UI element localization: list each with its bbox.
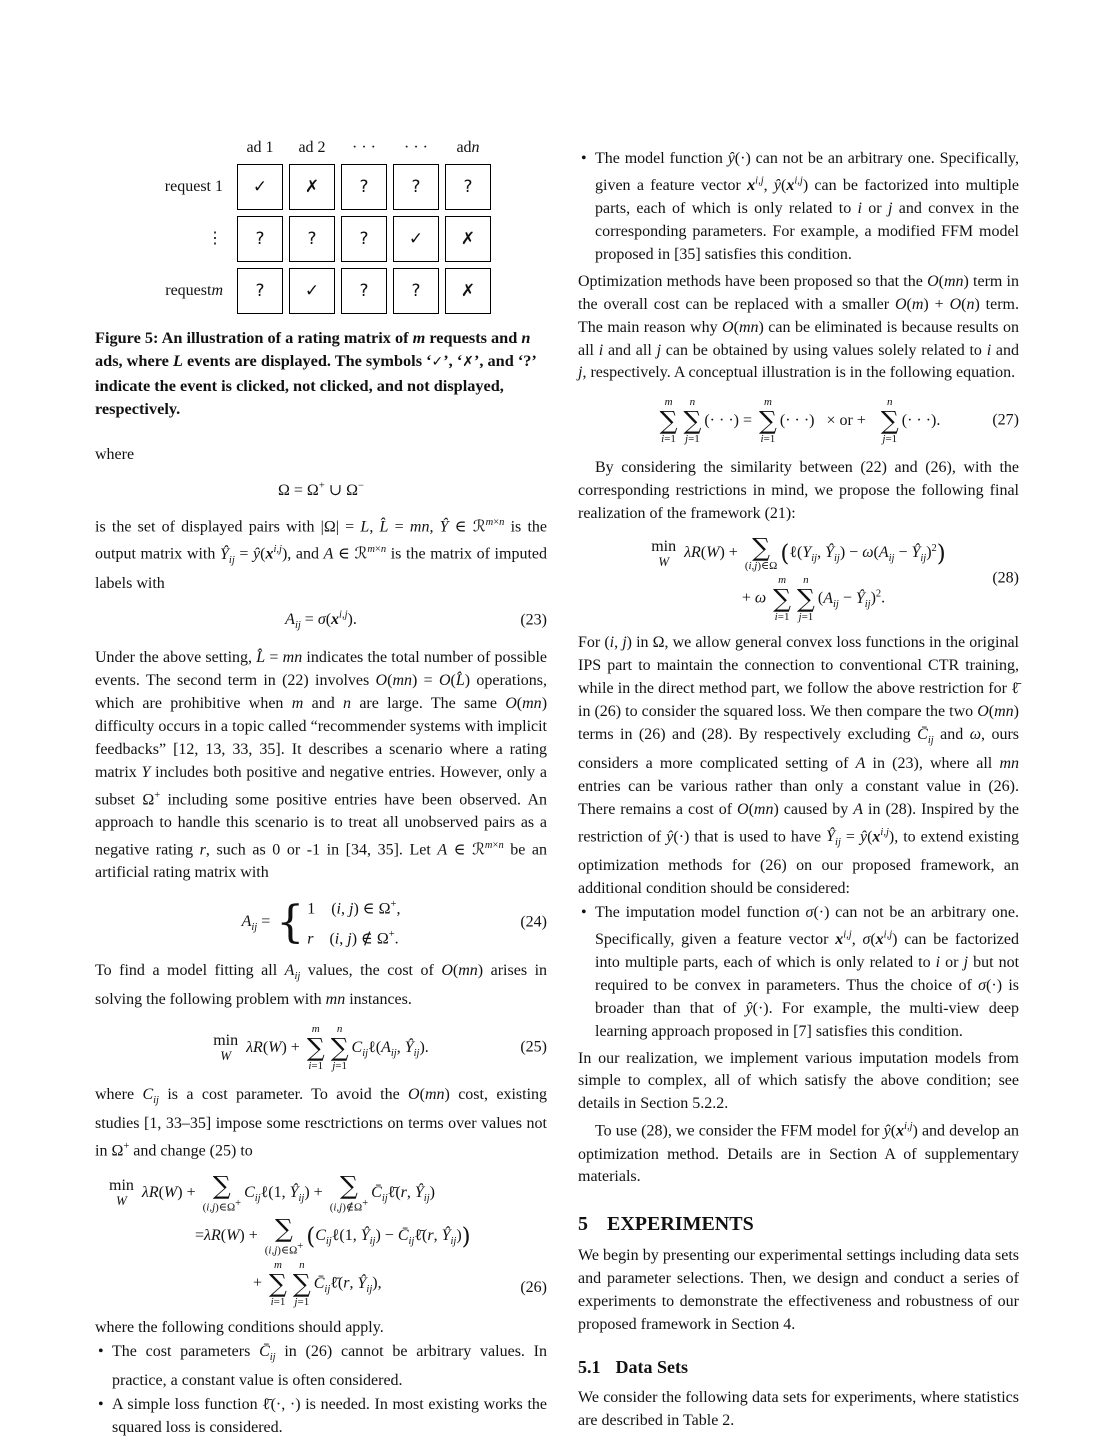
matrix-col-header: · · ·: [404, 139, 428, 157]
subsection-title: Data Sets: [615, 1356, 688, 1377]
paragraph-for-ij: For (i, j) in Ω, we allow general convex loss functions in the original IPS part to maintain the connection to conventional CTR training, while in the direct method part, we follow the above restriction for ℓ̄ in (26) to consider the squared loss. We then compare the two O(mn) terms in (26) and (28). By respectively excluding $C̄_{ij}$ and ω, ours considers a more complicated setting of A in (23), where all mn entries can be various rather than only a constant value in (26). There remains a cost of O(mn) caused by A in (28). Inspired by the restriction of ŷ(·) that is used to have $Ŷ_{ij}$ = $ŷ(x^{i,j})$, to extend existing optimization methods for (26) on our proposed framework, an additional condition should be considered:: [578, 634, 1020, 897]
matrix-cell: ?: [341, 164, 387, 210]
section-number: 5: [578, 1213, 588, 1236]
bullet-marker: •: [581, 903, 587, 921]
paragraph-realization: In our realization, we implement various imputation models from simple to complex, all of which satisfy the above condition; see details in Section 5.2.2.: [578, 1049, 1019, 1113]
matrix-row-label: ⋮: [207, 229, 223, 247]
equation-23: $A_{ij} = \sigma(x^{i,j})$. (23): [285, 609, 547, 632]
matrix-row-label: request m: [165, 281, 223, 299]
matrix-corner: [95, 140, 231, 160]
matrix-cell: ?: [393, 268, 439, 314]
matrix-cell: ?: [289, 216, 335, 262]
paragraph-by-considering: By considering the similarity between (22) and (26), with the corresponding restrictions in mind, we propose the following final realization of the framework (21):: [578, 459, 1019, 523]
paragraph-under-setting: Under the above setting, L̂ = mn indicates the total number of possible events. The second term in (22) involves O(mn) = O(L̂) operations, which are prohibitive when m and n are large. The same O(mn) difficulty occurs in a topic called “recommender systems with implicit feedbacks” [12, 13, 33, 35]. It describes a scenario where a rating matrix Y includes both positive and negative entries. However, only a subset Ω+ including some positive entries have been observed. An approach to handle this scenario is to treat all unobserved pairs as a negative rating r, such as 0 or -1 in [34, 35]. Let A ∈ ℛ$^{m\times n}$ be an artificial rating matrix with: [95, 649, 548, 881]
matrix-cell: ✓: [237, 164, 283, 210]
equation-25: min W λR(W) + m ∑ i=1 n ∑ j=1 $C_{ij}\ell(A_{ij}$, $Ŷ_{ij}$). (25): [213, 1023, 547, 1073]
matrix-cell: ?: [393, 164, 439, 210]
equation-24: [95, 894, 547, 951]
right-column: [578, 147, 1019, 1433]
matrix-cell: ?: [237, 216, 283, 262]
matrix-cell: ✗: [445, 216, 491, 262]
paragraph-cost-parameter: where $C_{ij}$ is a cost parameter. To avoid the O(mn) cost, existing studies [1, 33–35] impose some resctrictions on terms over values not in Ω+ and change (25) to: [95, 1086, 548, 1160]
matrix-cell: ?: [341, 268, 387, 314]
eq24-lhs: $A_{ij}$ =: [241, 913, 271, 934]
paragraph-conditions-lead: where the following conditions should apply.: [95, 1318, 384, 1336]
matrix-col-header: ad 2: [298, 139, 326, 157]
subsection-number: 5.1: [578, 1356, 601, 1377]
section-heading-5: [578, 1213, 1019, 1235]
figure-5: [95, 140, 547, 420]
matrix-cell: ✓: [289, 268, 335, 314]
matrix-cell: ?: [237, 268, 283, 314]
paragraph-set-definition: is the set of displayed pairs with |Ω| = L, L̂ = mn, Ŷ ∈ ℛ$^{m\times n}$ is the output matrix with $Ŷ_{ij}$ = $ŷ(x^{i,j})$, and A ∈ ℛ$^{m\times n}$ is the matrix of imputed labels with: [95, 516, 548, 592]
equation-omega: Ω = Ω+ ∪ Ω−: [278, 480, 364, 500]
equation-28: min W λR(W) + ∑ (i,j)∈Ω ($\ell(Y_{ij}$, $Ŷ_{ij}) - \omega(A_{ij}$ − $Ŷ_{ij})^2$) + ω m ∑ i=1 n ∑ j=1 ($A_{ij}$ − $Ŷ_{ij})^2$. (28): [651, 533, 1019, 624]
matrix-cell: ✓: [393, 216, 439, 262]
bullet-imputation-function: • The imputation model function σ(·) can not be an arbitrary one. Specifically, given a feature vector $x^{i,j}$, $\sigma(x^{i,j})$ can be factorized into multiple parts, each of which is only related to i or j but not required to be convex in parameters. Thus the choice of σ(·) is broader than that of ŷ(·). For example, the multi-view deep learning approach proposed in [7] satisfies this condition.: [581, 903, 1020, 1040]
matrix-header-row: [95, 140, 547, 160]
matrix-col-header: ad n: [456, 139, 480, 157]
equation-number: (26): [520, 1278, 547, 1296]
bullet-cost-parameters: • The cost parameters $C̄_{ij}$ in (26) cannot be arbitrary values. In practice, a constant value is often considered.: [98, 1342, 548, 1389]
paragraph-optimization: Optimization methods have been proposed so that the O(mn) term in the overall cost can be replaced with a smaller O(m) + O(n) term. The main reason why O(mn) can be eliminated is because results on all i and all j can be obtained by using values solely related to i and j, respectively. A conceptual illustration is in the following equation.: [578, 272, 1020, 382]
matrix-cell: ✗: [445, 268, 491, 314]
matrix-row: [95, 164, 547, 210]
equation-number: (27): [992, 411, 1019, 429]
bullet-marker: •: [98, 1395, 104, 1413]
matrix-row: [95, 216, 547, 262]
cases-body: 1 (i, j) ∈ Ω+, r (i, j) ∉ Ω+.: [307, 898, 401, 948]
paragraph-where-lead: where: [95, 446, 135, 463]
matrix-cell: ✗: [289, 164, 335, 210]
bullet-simple-loss: • A simple loss function ℓ̄(·, ·) is needed. In most existing works the squared loss is considered.: [98, 1395, 547, 1436]
equation-number: (25): [520, 1038, 547, 1056]
equation-number: (24): [520, 913, 547, 931]
matrix-row: [95, 268, 547, 314]
matrix-col-header: ad 1: [246, 139, 274, 157]
section-title: EXPERIMENTS: [607, 1213, 754, 1236]
cases-brace: {: [276, 896, 305, 948]
left-column: [95, 140, 547, 1440]
paragraph-to-use: To use (28), we consider the FFM model for $ŷ(x^{i,j})$ and develop an optimization method. Details are in Section A of supplementary materials.: [578, 1121, 1019, 1186]
equation-26: min W λR(W) + ∑ (i,j)∈Ω+ $C_{ij}\ell(1$, $Ŷ_{ij}$) + ∑ (i,j)∉Ω+ $C̄_{ij}\ell̄(r$, $Ŷ_{ij}$) =λR(W) + ∑ (i,j)∈Ω+ ($C_{ij}\ell(1$, $Ŷ_{ij}$) − $C̄_{ij}\ell̄(r$, $Ŷ_{ij}$)) + m ∑ i=1 n ∑ j=1 $C̄_{ij}\ell̄(r$, $Ŷ_{ij}$), (26): [109, 1170, 547, 1308]
paragraph-to-find: To find a model fitting all $A_{ij}$ values, the cost of O(mn) arises in solving the following problem with mn instances.: [95, 962, 548, 1009]
matrix-cell: ?: [341, 216, 387, 262]
matrix-row-label: request 1: [164, 177, 223, 195]
bullet-model-function: • The model function ŷ(·) can not be an arbitrary one. Specifically, given a feature vector $x^{i,j}$, $ŷ(x^{i,j})$ can be factorized into multiple parts, each of which is only related to i or j and convex in the corresponding parameters. For example, a modified FFM model proposed in [35] satisfies this condition.: [581, 150, 1020, 263]
figure-caption: Figure 5: An illustration of a rating matrix of m requests and n ads, where L events are displayed. The symbols ‘✓’, ‘✗’, and ‘?’ indicate the event is clicked, not clicked, and not displayed, respectively.: [95, 328, 536, 418]
paragraph-data-sets: We consider the following data sets for experiments, where statistics are described in Table 2.: [578, 1388, 1019, 1429]
matrix-cell: ?: [445, 164, 491, 210]
subsection-heading-5-1: [578, 1357, 1019, 1378]
bullet-marker: •: [581, 150, 587, 167]
paragraph-experiments-intro: We begin by presenting our experimental settings including data sets and parameter selections. Then, we design and conduct a series of experiments to demonstrate the effectiveness and robustness of our proposed framework in Section 4.: [578, 1247, 1019, 1334]
equation-number: (28): [992, 569, 1019, 587]
equation-27: m ∑ i=1 n ∑ j=1 (· · ·) = m ∑ i=1 (· · ·) × or + n ∑ j=1 (· · ·). (27): [659, 396, 1019, 446]
equation-number: (23): [520, 611, 547, 629]
matrix-col-header: · · ·: [352, 139, 376, 157]
bullet-marker: •: [98, 1342, 104, 1360]
